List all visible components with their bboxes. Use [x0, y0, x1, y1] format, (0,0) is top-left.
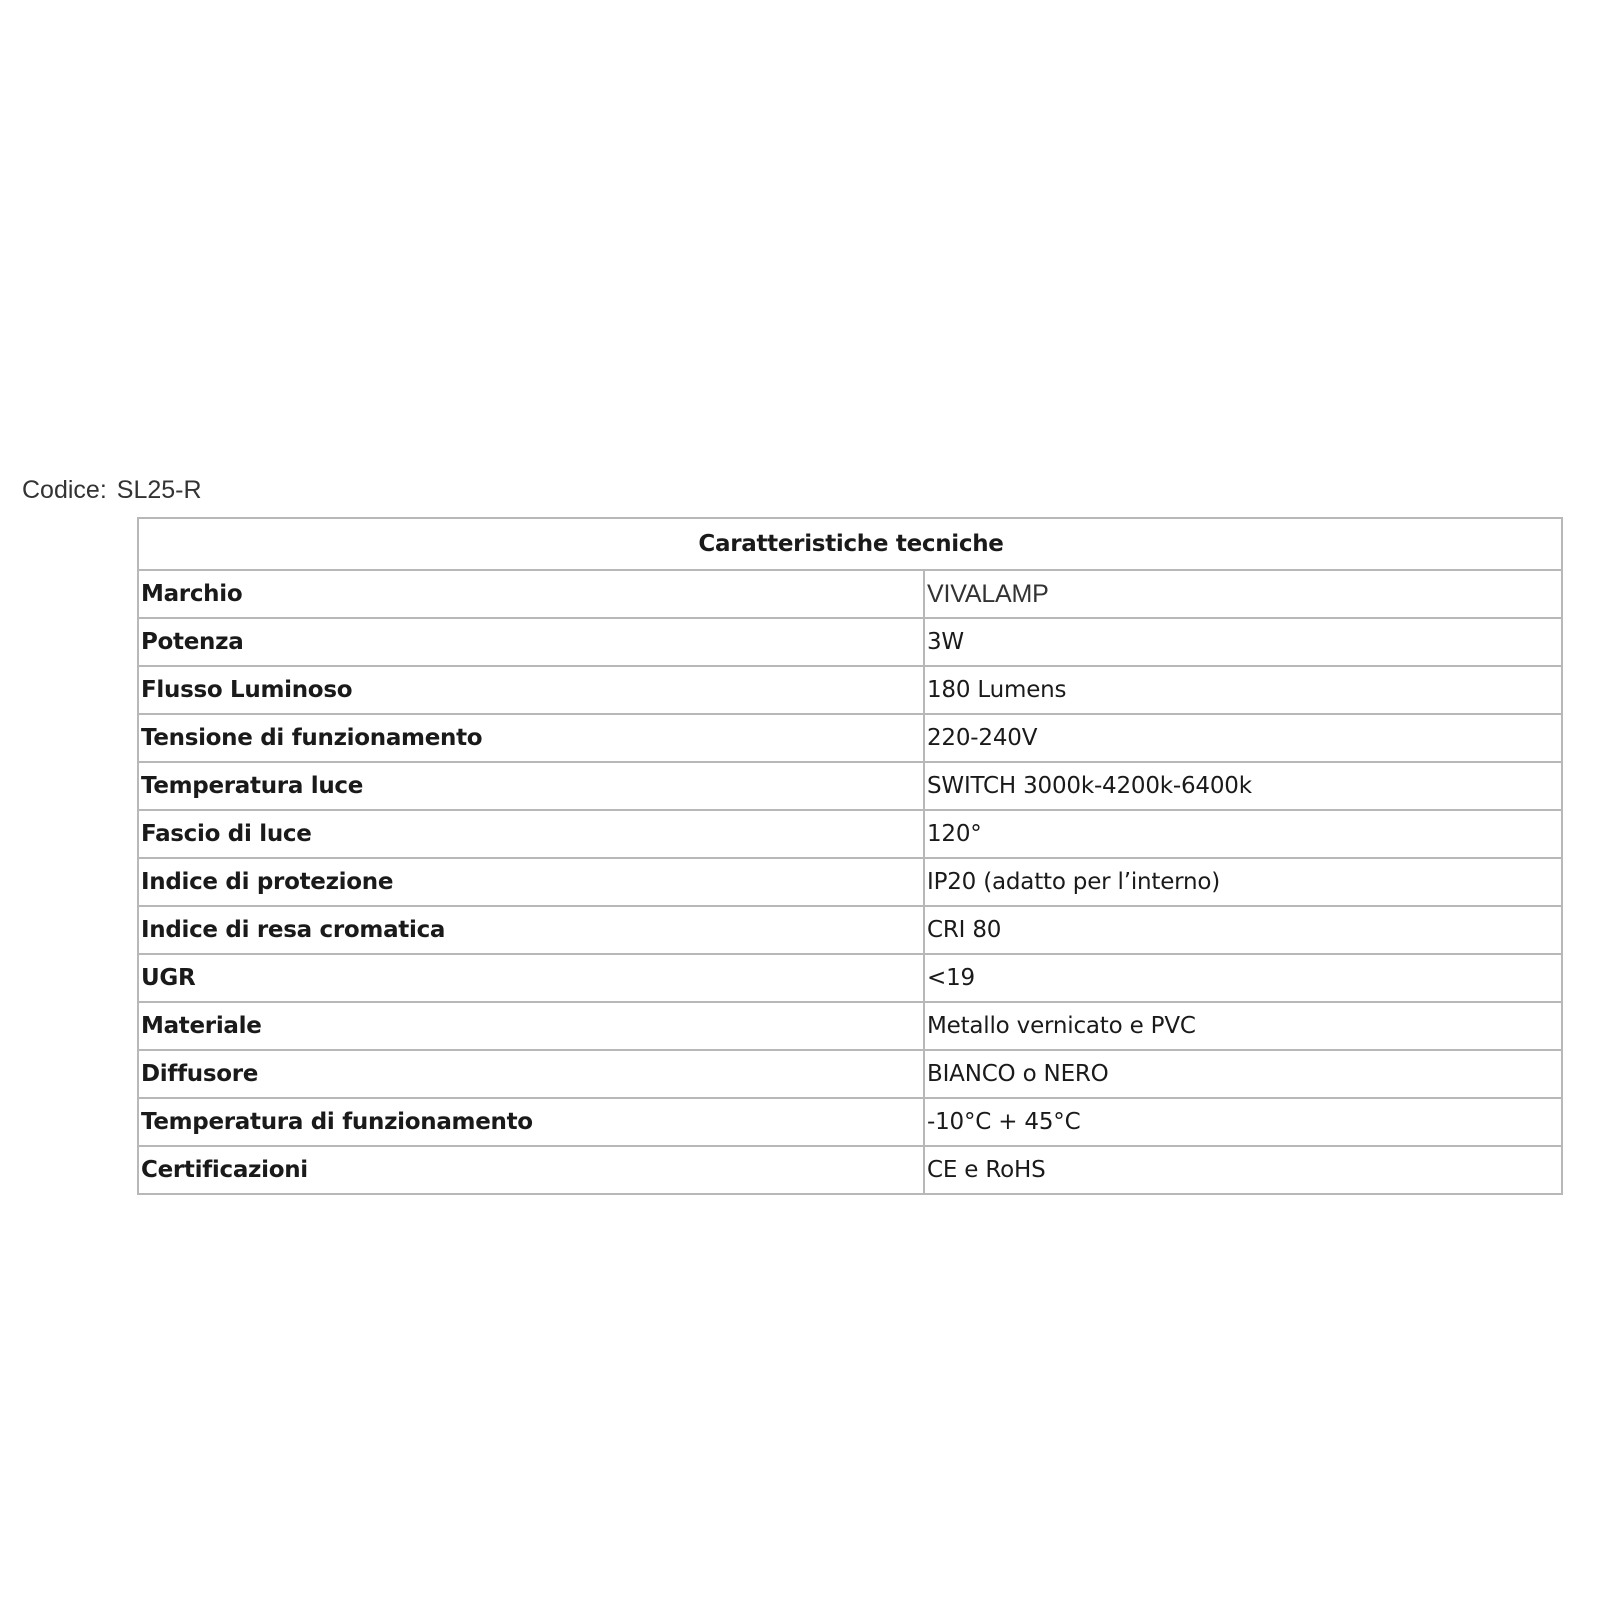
- table-row: [138, 1098, 1562, 1146]
- table-row: [138, 1050, 1562, 1098]
- spec-value: -10°C + 45°C: [924, 1098, 1562, 1146]
- product-code-label: Codice:: [22, 476, 107, 504]
- spec-label: Temperatura luce: [138, 762, 924, 810]
- specs-table-title: Caratteristiche tecniche: [138, 518, 1562, 570]
- spec-value: <19: [924, 954, 1562, 1002]
- spec-label: Diffusore: [138, 1050, 924, 1098]
- spec-label: Tensione di funzionamento: [138, 714, 924, 762]
- spec-label: Fascio di luce: [138, 810, 924, 858]
- table-row: [138, 666, 1562, 714]
- spec-label: UGR: [138, 954, 924, 1002]
- spec-label: Materiale: [138, 1002, 924, 1050]
- table-row: [138, 858, 1562, 906]
- specs-table-header-row: [138, 518, 1562, 570]
- product-code-value: SL25-R: [116, 476, 202, 504]
- table-row: [138, 618, 1562, 666]
- spec-value: 120°: [924, 810, 1562, 858]
- spec-label: Certificazioni: [138, 1146, 924, 1194]
- table-row: [138, 714, 1562, 762]
- spec-value: 3W: [924, 618, 1562, 666]
- spec-label: Flusso Luminoso: [138, 666, 924, 714]
- table-row: [138, 1146, 1562, 1194]
- table-row: [138, 810, 1562, 858]
- spec-value: CE e RoHS: [924, 1146, 1562, 1194]
- spec-value: 220-240V: [924, 714, 1562, 762]
- table-row: [138, 954, 1562, 1002]
- spec-label: Indice di protezione: [138, 858, 924, 906]
- table-row: [138, 570, 1562, 618]
- spec-label: Marchio: [138, 570, 924, 618]
- spec-value: BIANCO o NERO: [924, 1050, 1562, 1098]
- spec-value: IP20 (adatto per l’interno): [924, 858, 1562, 906]
- spec-label: Indice di resa cromatica: [138, 906, 924, 954]
- table-row: [138, 1002, 1562, 1050]
- spec-label: Potenza: [138, 618, 924, 666]
- spec-label: Temperatura di funzionamento: [138, 1098, 924, 1146]
- spec-value: 180 Lumens: [924, 666, 1562, 714]
- spec-value: CRI 80: [924, 906, 1562, 954]
- product-code: [22, 476, 202, 505]
- spec-value: SWITCH 3000k-4200k-6400k: [924, 762, 1562, 810]
- table-row: [138, 762, 1562, 810]
- table-row: [138, 906, 1562, 954]
- spec-value: VIVALAMP: [924, 570, 1562, 618]
- spec-value: Metallo vernicato e PVC: [924, 1002, 1562, 1050]
- specs-table: [137, 517, 1563, 1195]
